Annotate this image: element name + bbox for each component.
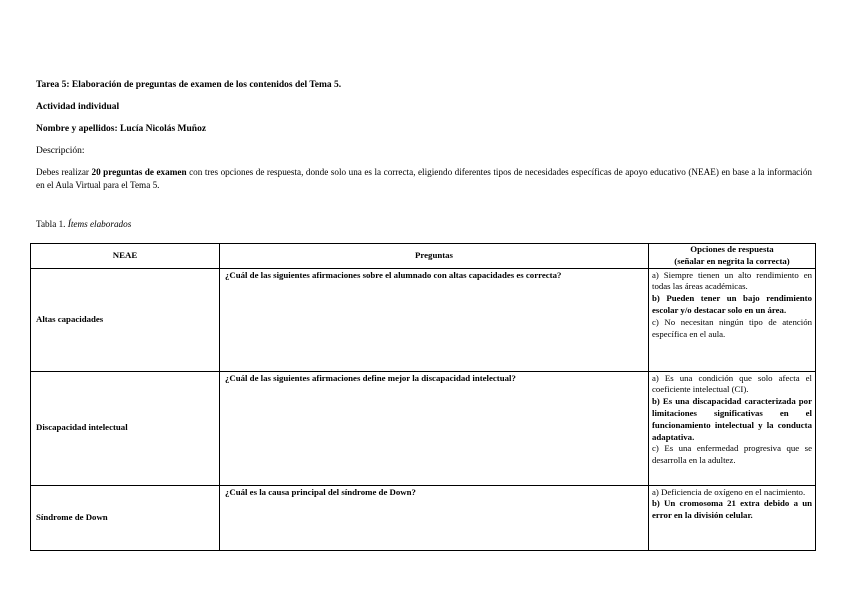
header-question: Preguntas	[220, 244, 649, 269]
description-paragraph	[36, 166, 812, 192]
option-a: a) Deficiencia de oxígeno en el nacimiento.	[652, 486, 806, 497]
option-a: a) Siempre tienen un alto rendimiento en todas las áreas académicas.	[652, 269, 812, 292]
table-row	[31, 485, 816, 550]
header-options-line2: (señalar en negrita la correcta)	[674, 255, 790, 266]
options-cell	[649, 268, 816, 371]
neae-cell: Discapacidad intelectual	[31, 371, 220, 485]
option-b-correct: b) Es una discapacidad caracterizada por limitaciones significativas en el funcionamiento intelectual y la conducta adaptativa.	[652, 396, 812, 442]
option-c: c) Es una enfermedad progresiva que se desarrolla en la adultez.	[652, 443, 812, 466]
table-row	[31, 371, 816, 485]
student-name: Nombre y apellidos: Lucía Nicolás Muñoz	[36, 124, 207, 134]
option-b-correct: b) Pueden tener un bajo rendimiento escolar y/o destacar solo en un área.	[652, 293, 812, 315]
table-caption-title: Ítems elaborados	[67, 219, 132, 229]
header-neae: NEAE	[31, 244, 220, 269]
options-cell	[649, 371, 816, 485]
task-title: Tarea 5: Elaboración de preguntas de examen de los contenidos del Tema 5.	[36, 80, 342, 90]
header-options	[649, 244, 816, 269]
question-cell: ¿Cuál de las siguientes afirmaciones sobre el alumnado con altas capacidades es correcta?	[220, 268, 649, 371]
neae-cell: Síndrome de Down	[31, 485, 220, 550]
table-row	[31, 268, 816, 371]
option-b-correct: b) Un cromosoma 21 extra debido a un error en la división celular.	[652, 498, 812, 521]
question-cell: ¿Cuál es la causa principal del síndrome de Down?	[220, 485, 649, 550]
neae-cell: Altas capacidades	[31, 268, 220, 371]
description-label: Descripción:	[36, 146, 85, 156]
option-a: a) Es una condición que solo afecta el coeficiente intelectual (CI).	[652, 372, 812, 395]
header-options-line1: Opciones de respuesta	[690, 244, 774, 254]
description-text-before: Debes realizar	[36, 167, 92, 177]
table-caption	[36, 218, 131, 230]
table-caption-label: Tabla 1.	[36, 219, 66, 229]
activity-type: Actividad individual	[36, 102, 120, 112]
options-cell	[649, 485, 816, 550]
question-cell: ¿Cuál de las siguientes afirmaciones define mejor la discapacidad intelectual?	[220, 371, 649, 485]
description-text-bold: 20 preguntas de examen	[91, 167, 187, 177]
items-table	[30, 243, 816, 551]
option-c: c) No necesitan ningún tipo de atención específica en el aula.	[652, 316, 812, 339]
table-header-row	[31, 244, 816, 269]
description-text-after: con tres opciones de respuesta, donde solo una es la correcta, eligiendo diferentes tipos de necesidades específicas de apoyo educativo (NEAE) en base a la información en el Aula Virtual para el Tema 5.	[36, 167, 813, 190]
